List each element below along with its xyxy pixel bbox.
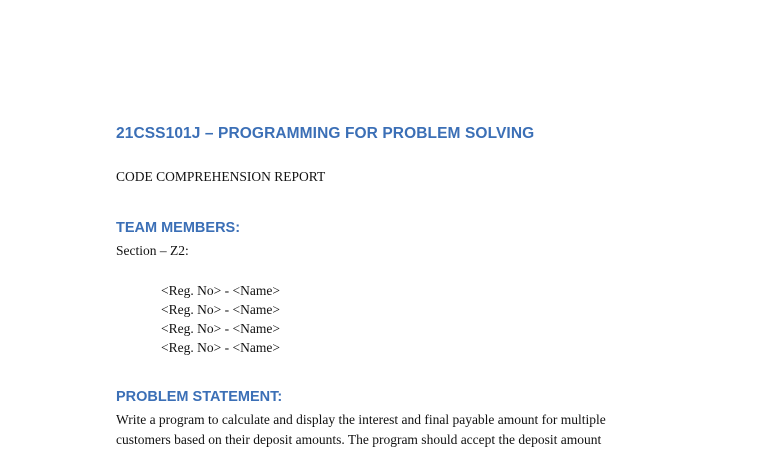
team-members-heading: TEAM MEMBERS:	[116, 220, 241, 236]
document-title: 21CSS101J – PROGRAMMING FOR PROBLEM SOLVING	[116, 125, 535, 142]
team-member-item: <Reg. No> - <Name>	[161, 283, 280, 298]
team-member-list	[161, 281, 280, 357]
report-type: CODE COMPREHENSION REPORT	[116, 169, 326, 184]
section-label: Section – Z2:	[116, 243, 189, 258]
problem-statement-heading: PROBLEM STATEMENT:	[116, 389, 283, 405]
problem-statement-line: customers based on their deposit amounts. The program should accept the deposit amount	[116, 432, 602, 447]
team-member-item: <Reg. No> - <Name>	[161, 302, 280, 317]
team-member-item: <Reg. No> - <Name>	[161, 340, 280, 355]
problem-statement-text	[116, 410, 676, 450]
problem-statement-line: Write a program to calculate and display the interest and final payable amount for multiple	[116, 412, 606, 427]
team-member-item: <Reg. No> - <Name>	[161, 321, 280, 336]
